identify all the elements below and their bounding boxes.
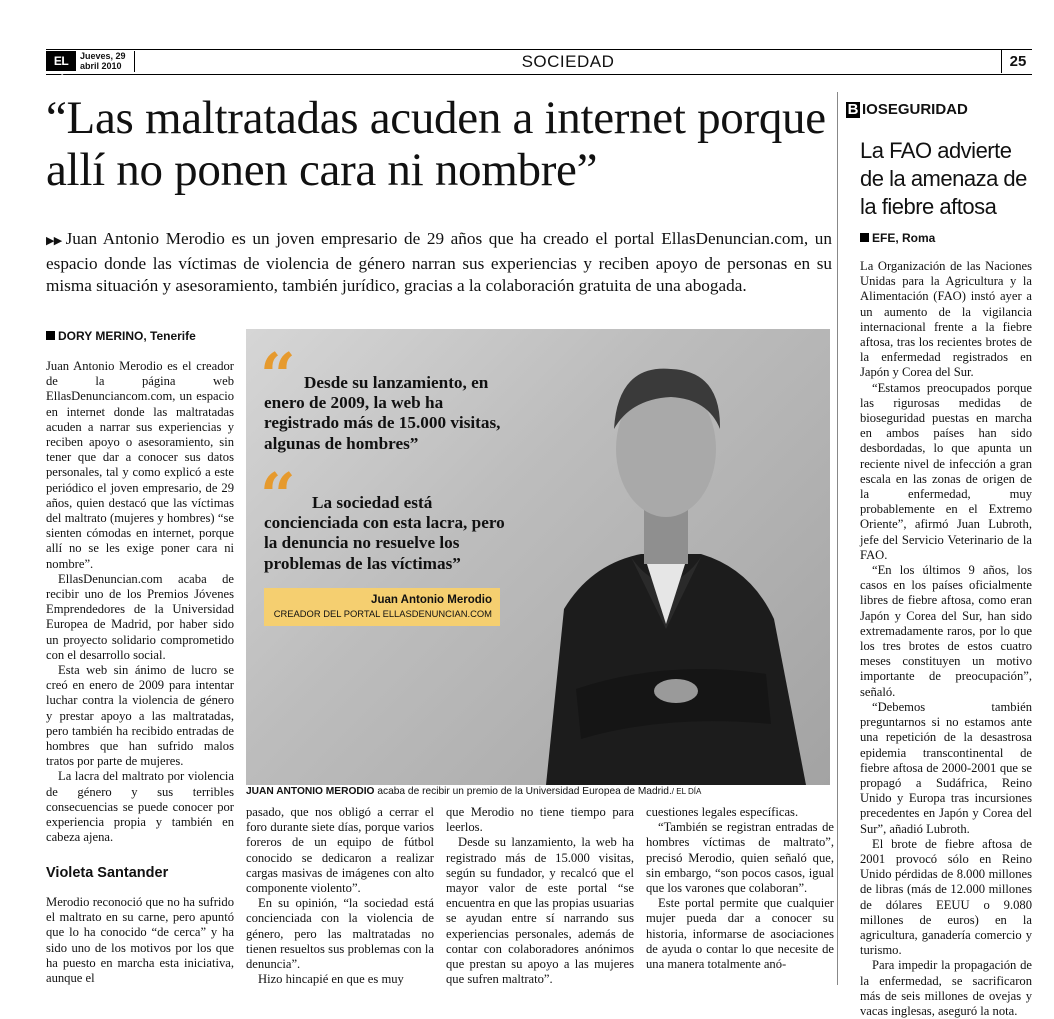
issue-date-day: Jueves, 29 <box>80 51 126 61</box>
sidebar-byline-source: EFE <box>872 231 896 245</box>
article-column-4 <box>646 805 834 972</box>
section-name: SOCIEDAD <box>521 52 615 71</box>
headline: “Las maltratadas acuden a internet porque allí no ponen cara ni nombre” <box>46 92 826 196</box>
paragraph: que Merodio no tiene tiempo para leerlos. <box>446 805 634 835</box>
paragraph: EllasDenuncian.com acaba de recibir uno de los Premios Jóvenes Emprendedores de la Universidad Europea de Madrid, por haber sido un proyecto solidario comprometido con el desarrollo social. <box>46 571 234 662</box>
article-column-2 <box>246 805 434 987</box>
paragraph: Esta web sin ánimo de lucro se creó en enero de 2009 para intentar luchar contra la violencia de género y prestar apoyo a las maltratadas, pero también ha recibido entradas de hombres que han sufrido malos tratos por parte de mujeres. <box>46 663 234 769</box>
pull-quote-2: La sociedad está concienciada con esta lacra, pero la denuncia no resuelve los problemas de las víctimas” <box>264 493 505 573</box>
lede <box>46 228 832 298</box>
square-bullet-icon <box>860 233 869 242</box>
paragraph: Este portal permite que cualquier mujer pueda dar a conocer su historia, informarse de asociaciones de ayuda o contar lo que necesite de una manera totalmente anó- <box>646 896 834 972</box>
article-column-1-continued <box>46 895 234 986</box>
subheading: Violeta Santander <box>46 865 169 881</box>
byline-location: , Tenerife <box>143 329 196 343</box>
photo-juan-antonio-merodio <box>246 329 830 785</box>
paragraph: “En los últimos 9 años, los casos en los países oficialmente libres de fiebre aftosa, como eran Japón y Corea del Sur, han sido extremadamente raros, por lo que los tres brotes de estos cuatro meses constituyen un motivo importante de preocupación”, señaló. <box>860 563 1032 699</box>
byline-author: DORY MERINO <box>58 329 144 343</box>
divider <box>1001 50 1002 73</box>
article-column-1 <box>46 359 234 846</box>
paragraph: En su opinión, “la sociedad está concienciada con la violencia de género, pero las maltratadas no tienen resueltos sus problemas con la denuncia”. <box>246 896 434 972</box>
photo-credit: / EL DÍA <box>671 787 702 796</box>
paragraph: El brote de fiebre aftosa de 2001 provocó sólo en Reino Unido pérdidas de 8.000 millones de libras (más de 12.000 millones de dólares EEUU o 9.080 millones de euros) en la agricultura, ganadería comercio y turismo. <box>860 836 1032 958</box>
sidebar-body <box>860 259 1032 1019</box>
square-bullet-icon <box>46 331 55 340</box>
page-number: 25 <box>1009 53 1027 70</box>
caption-name: JUAN ANTONIO MERODIO <box>246 786 375 797</box>
sidebar-byline-location: , Roma <box>895 231 936 245</box>
paragraph: Desde su lanzamiento, la web ha registrado más de 15.000 visitas, según su fundador, y recalcó que el mayor valor de este portal “se encuentra en que las propias usuarias se ayudan entre sí narrando sus experiencias personales, además de contar con colaboradores anónimos que prestan su apoyo a las mujeres que sufren maltrato”. <box>446 835 634 987</box>
caption-text: acaba de recibir un premio de la Universidad Europea de Madrid. <box>374 786 672 797</box>
sidebar-section-label: IOSEGURIDAD <box>862 101 968 118</box>
issue-date <box>80 51 126 71</box>
paragraph: “Estamos preocupados porque las rigurosas medidas de bioseguridad puestas en marcha en ambos países han sido desbordadas, lo que apunta un reciente nivel de infección a gran escala en las zonas de origen de la enfermedad, muy probablemente en el Extremo Oriente”, afirmó Juan Lubroth, jefe del Servicio Veterinario de la FAO. <box>860 380 1032 562</box>
paragraph: cuestiones legales específicas. <box>646 805 799 819</box>
paragraph: La lacra del maltrato por violencia de género y sus terribles consecuencias se puede conocer por experiencia propia y también en cabeza ajena. <box>46 769 234 845</box>
paragraph: “También se registran entradas de hombres víctimas de maltrato”, precisó Merodio, quien señaló que, sin embargo, “son pocos casos, igual que los varones que colaboran”. <box>646 820 834 896</box>
paragraph: La Organización de las Naciones Unidas para la Agricultura y la Alimentación (FAO) instó ayer a un aumento de la vigilancia internacional frente a la fiebre aftosa, tras los recientes brotes de la enfermedad registrados en Japón y Corea del Sur. <box>860 259 1032 380</box>
pull-quote-1: Desde su lanzamiento, en enero de 2009, la web ha registrado más de 15.000 visitas, algunas de hombres” <box>264 373 501 453</box>
paragraph: Hizo hincapié en que es muy <box>258 972 404 987</box>
paragraph: “Debemos también preguntarnos si no estamos ante una repetición de la desastrosa epidemia transcontinental de fiebre aftosa de 2000-2001 que se propagó a Sudáfrica, Reino Unido y Europa tras incursiones precedentes en Japón y Corea del Sur”, añadió Lubroth. <box>860 699 1032 836</box>
quote-attribution <box>264 588 500 626</box>
attribution-role: CREADOR DEL PORTAL ELLASDENUNCIAN.COM <box>273 608 492 619</box>
photo-caption <box>246 785 836 798</box>
section-letter-badge: B <box>847 101 859 118</box>
quote-mark-icon: “ <box>260 339 296 412</box>
sidebar-byline <box>860 231 935 245</box>
paragraph: pasado, que nos obligó a cerrar el foro durante siete días, porque varios foreros de un equipo de fútbol conocido se dedicaron a realizar cargas masivas de imágenes con alto componente violento”. <box>246 805 434 896</box>
sidebar-divider <box>837 92 838 985</box>
lede-text: Juan Antonio Merodio es un joven empresario de 29 años que ha creado el portal EllasDenuncian.com, un espacio donde las víctimas de violencia de género narran sus experiencias y reciben apoyo de personas en su misma situación y asesoramiento, también jurídico, gracias a la colaboración gratuita de una abogada. <box>46 229 832 295</box>
sidebar-section-tag <box>846 101 968 118</box>
issue-date-month: abril 2010 <box>80 61 122 71</box>
newspaper-logo: EL DÍA <box>46 51 76 71</box>
paragraph: Juan Antonio Merodio es el creador de la página web EllasDenunciancom.com, un espacio en internet donde las maltratadas acuden a narrar sus experiencias y reciben apoyo o asesoramiento, sin tener que dar a conocer sus datos personales, tal y como explicó a este periódico el joven empresario, de 29 años, quien destacó que las víctimas del maltrato (mujeres y hombres) “se sienten cómodas en internet, porque allí no se les exige poner cara ni nombre”. <box>46 359 234 571</box>
byline <box>46 329 196 343</box>
quote-mark-icon: “ <box>260 459 296 532</box>
double-arrow-icon: ▶▶ <box>46 234 62 247</box>
paragraph: Merodio reconoció que no ha sufrido el maltrato en su carne, pero apuntó que lo ha conocido “de cerca” y ha sido uno de los motivos por los que ha puesto en marcha esta iniciativa, aunque el <box>46 895 234 986</box>
attribution-name: Juan Antonio Merodio <box>371 594 492 606</box>
paragraph: Para impedir la propagación de la enfermedad, se sacrificaron más de seis millones de ovejas y vacas inglesas, aseguró la nota. <box>860 958 1032 1018</box>
article-column-3 <box>446 805 634 987</box>
sidebar-headline: La FAO advierte de la amenaza de la fiebre aftosa <box>860 138 1027 219</box>
